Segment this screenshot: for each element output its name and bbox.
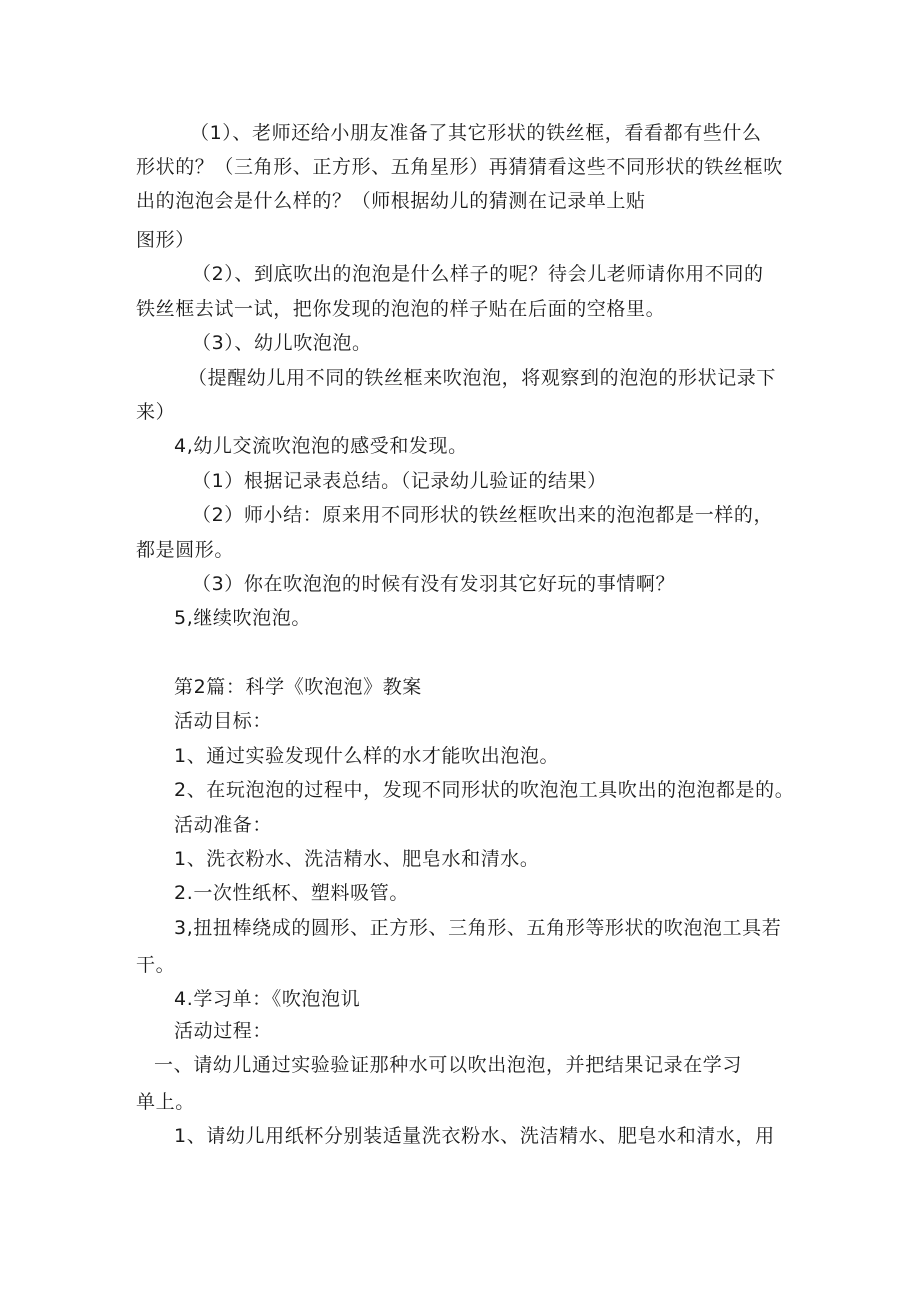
text-line: 形状的？（三角形、正方形、五角星形）再猜猜看这些不同形状的铁丝框吹 <box>136 156 783 178</box>
text-line: （提醒幼儿用不同的铁丝框来吹泡泡，将观察到的泡泡的形状记录下 <box>188 367 777 389</box>
text-line: 4,幼儿交流吹泡泡的感受和发现。 <box>174 435 468 457</box>
text-line: 来） <box>136 401 176 423</box>
text-line: 4.学习单：《吹泡泡讥 <box>174 988 361 1010</box>
section-heading: 第2篇：科学《吹泡泡》教案 <box>174 676 422 698</box>
text-line: 出的泡泡会是什么样的？（师根据幼儿的猜测在记录单上贴 <box>136 190 646 212</box>
text-line: 1、洗衣粉水、洗洁精水、肥皂水和清水。 <box>174 848 540 870</box>
text-line: 2、在玩泡泡的过程中，发现不同形状的吹泡泡工具吹出的泡泡都是的。 <box>174 779 795 801</box>
text-line: 都是圆形。 <box>136 539 235 561</box>
text-line: 一、请幼儿通过实验验证那种水可以吹出泡泡，并把结果记录在学习 <box>154 1054 743 1076</box>
text-line: （3）你在吹泡泡的时候有没有发羽其它好玩的事情啊？ <box>192 573 676 595</box>
text-line: 5,继续吹泡泡。 <box>174 607 311 629</box>
text-line: 图形） <box>136 229 195 251</box>
text-line: 活动准备： <box>174 814 273 836</box>
text-line: 单上。 <box>136 1091 195 1113</box>
text-line: 活动过程： <box>174 1020 273 1042</box>
text-line: 活动目标： <box>174 710 273 732</box>
text-line: （2）、到底吹出的泡泡是什么样子的呢？待会儿老师请你用不同的 <box>192 263 764 285</box>
text-line: 1、请幼儿用纸杯分别装适量洗衣粉水、洗洁精水、肥皂水和清水，用 <box>174 1125 775 1147</box>
text-line: 2.一次性纸杯、塑料吸管。 <box>174 882 409 904</box>
text-line: （1）根据记录表总结。（记录幼儿验证的结果） <box>192 470 607 492</box>
text-line: （3）、幼儿吹泡泡。 <box>192 332 372 354</box>
text-line: 3,扭扭棒绕成的圆形、正方形、三角形、五角形等形状的吹泡泡工具若 <box>174 917 782 939</box>
text-line: 干。 <box>136 954 176 976</box>
text-line: （1）、老师还给小朋友准备了其它形状的铁丝框，看看都有些什么 <box>190 122 762 144</box>
text-line: 铁丝框去试一试，把你发现的泡泡的样子贴在后面的空格里。 <box>136 298 666 320</box>
text-line: 1、通过实验发现什么样的水才能吹出泡泡。 <box>174 745 560 767</box>
text-line: （2）师小结：原来用不同形状的铁丝框吹出来的泡泡都是一样的， <box>192 504 774 526</box>
